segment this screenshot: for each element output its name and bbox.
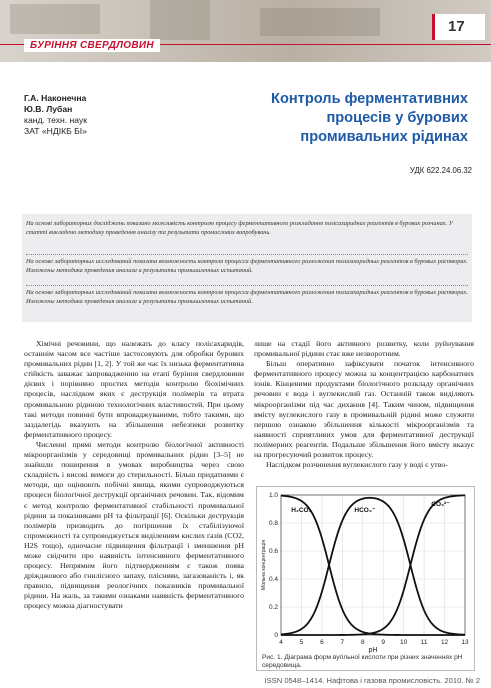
abstract-en: На основе лабораторных исследований показана возможность контроля процесса ферментативного разложения полисахаридных реагентов в буровых растворах. Изложены методика проведения анализа и результаты промышленных испытаний.	[26, 289, 468, 305]
y-tick-label: 0.4	[268, 576, 278, 583]
y-tick-label: 0.2	[268, 604, 278, 611]
page-number: 17	[448, 18, 465, 35]
banner-decoration	[260, 8, 380, 36]
y-tick-label: 1.0	[268, 492, 278, 499]
series-label: H₂CO₃	[291, 506, 312, 514]
title-line: Контроль ферментативних	[271, 91, 468, 107]
section-label: БУРІННЯ СВЕРДЛОВИН	[24, 39, 160, 52]
y-tick-label: 0.6	[268, 548, 278, 555]
y-tick-label: 0.8	[268, 520, 278, 527]
x-tick-label: 6	[320, 639, 324, 646]
body-paragraph: Наслідком розчинення вуглекислого газу у воді є утво-	[266, 460, 448, 470]
body-paragraph: Хімічні речовини, що належать до класу полісахаридів, останнім часом все частіше застосовують для обробки бурових промивальних рідин [1, 2]. У той же час їх низька ферментативна стійкість заважає запровадженню на етапі буріння свердловини дієвих і порівняно простих методів контролю біохімічних процесів, наслідком яких є деструкція полімерів та втрата промивальною рідиною технологічних властивостей. При цьому такі методи повинні бути впроваджуваними, тобто такими, що заздалегідь вказують на збільшення небезпеки розвитку ферментативного процесу.	[24, 339, 244, 439]
banner-decoration	[150, 0, 210, 40]
y-axis-label: Мольна концентрація	[261, 539, 267, 591]
abstract-box	[22, 214, 472, 322]
abstract-ru: На основе лабораторных исследований показана возможность контроля процесса ферментативного разложения полисахаридных реагентов в буровых растворах. Изложены методика проведения анализа и результаты промышленных испытаний.	[26, 258, 468, 274]
body-column-right	[254, 339, 474, 470]
header-banner	[0, 0, 491, 62]
x-tick-label: 8	[360, 639, 365, 646]
abstract-uk: На основі лабораторних досліджень показано можливість контролю процесу ферментативного розкладання полісахаридних реагентів в бурових розчинах. У статті викладено методику проведення аналізу та результати промислових випробувань.	[26, 220, 453, 236]
author-name: Г.А. Наконечна	[24, 93, 87, 103]
series-line-0	[281, 496, 465, 635]
authors-block	[24, 93, 87, 137]
x-tick-label: 4	[279, 639, 283, 646]
author-degree: канд. техн. наук	[24, 115, 87, 125]
footer-text: ISSN 0548–1414. Нафтова і газова промисловість. 2010. № 2	[264, 676, 480, 685]
udk-code: УДК 622.24.06.32	[409, 166, 472, 175]
abstract-separator	[26, 254, 468, 255]
series-label: CO₃²⁻	[431, 501, 450, 509]
x-tick-label: 13	[461, 639, 469, 646]
body-paragraph: Численні прямі методи контролю біологічної активності мікроорганізмів у середовищі промивальних рідин [3–5] не знайшли поширення в умовах виробництва через свою складність і високі вимоги до стерильності. Більш придатними є методи, що оцінюють побічні явища, якими супроводжуються процеси біологічної деструкції органічних речовин. Так, відомим є метод контролю ферментативної стабільності промивальної рідини за показниками pH та фільтрації [6]. Оскільки деструкція полімерів призводить до погіршення їх стабілізуючої спроможності та супроводжується виділенням кислих газів (CO2, H2S тощо), одночасне підвищення фільтрації і зменшення pH може свідчити про наявність інтенсивного ферментативного процесу. Непрямим його підтвердженням є також поява дріжджового або гнилісного запаху, плісняви, загазованість і, як правило, підвищення реологічних показників промивальної рідини. На жаль, за такими ознаками наявність ферментативного процесу можна діагностувати	[24, 439, 244, 611]
series-line-1	[281, 498, 465, 635]
author-affiliation: ЗАТ «НДІКБ БІ»	[24, 126, 87, 136]
y-tick-label: 0	[274, 632, 278, 639]
x-axis-label: pH	[368, 647, 378, 654]
plot-border	[281, 495, 465, 635]
author-name: Ю.В. Лубан	[24, 104, 73, 114]
series-label: HCO₃⁻	[354, 506, 376, 514]
figure-frame	[256, 486, 475, 671]
figure-caption: Рис. 1. Діаграма форм вугільної кислоти при різних значеннях pH середовища.	[262, 654, 463, 670]
article-title	[258, 90, 468, 147]
title-line: процесів у бурових	[326, 110, 468, 126]
x-tick-label: 12	[440, 639, 449, 646]
banner-decoration	[10, 4, 100, 34]
body-column-left	[24, 339, 244, 612]
x-tick-label: 10	[400, 639, 408, 646]
abstract-separator	[26, 285, 468, 286]
x-tick-label: 5	[299, 639, 304, 646]
x-tick-label: 7	[340, 639, 345, 646]
x-tick-label: 11	[420, 639, 428, 646]
x-tick-label: 9	[381, 639, 386, 646]
series-line-2	[281, 495, 465, 635]
body-paragraph: Більш оперативно зафіксувати початок інтенсивного ферментативного процесу можна за концентрацією карбонатних іонів. Кінцевими продуктами біологічного розкладу органічних речовин є вода і вуглекислий газ. Останній також виділяють мікроорганізми під час дихання [4]. Таким чином, підвищення вмісту вуглекислого газу в промивальній рідині може служити першою ознакою збільшення кількості мікроорганізмів та наявності сприятливих умов для ферментативної деструкції полімерних реагентів. Подальше збільшення його вмісту вказує на прогресуючий розвиток процесу.	[254, 359, 474, 460]
speciation-chart	[257, 487, 474, 655]
body-paragraph: лише на стадії його активного розвитку, коли руйнування промивальної рідини стає вже незворотним.	[254, 339, 474, 359]
title-line: промивальних рідинах	[300, 129, 468, 145]
